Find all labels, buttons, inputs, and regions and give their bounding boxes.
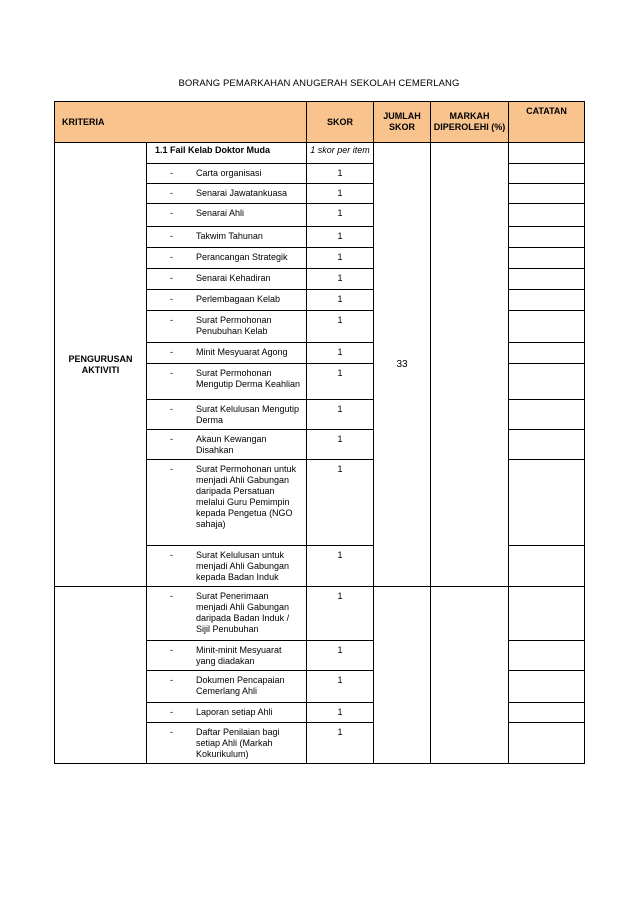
subheading-skor: 1 skor per item <box>307 143 374 164</box>
catatan-cell[interactable] <box>509 143 585 164</box>
list-bullet: - <box>170 591 173 601</box>
kriteria-cell <box>147 343 307 364</box>
kriteria-cell <box>147 546 307 587</box>
skor-cell: 1 <box>307 703 374 723</box>
skor-cell: 1 <box>307 343 374 364</box>
list-bullet: - <box>170 550 173 560</box>
page-title: BORANG PEMARKAHAN ANUGERAH SEKOLAH CEMERLANG <box>178 78 460 89</box>
kriteria-cell <box>147 671 307 703</box>
kriteria-label: Senarai Kehadiran <box>196 273 271 283</box>
list-bullet: - <box>170 434 173 444</box>
kriteria-cell <box>147 364 307 400</box>
header-jumlah-skor: JUMLAH SKOR <box>374 102 431 143</box>
list-bullet: - <box>170 675 173 685</box>
catatan-cell[interactable] <box>509 703 585 723</box>
kriteria-cell <box>147 227 307 248</box>
kriteria-cell <box>147 269 307 290</box>
kriteria-cell <box>147 641 307 671</box>
kriteria-label: Minit-minit Mesyuarat yang diadakan <box>196 645 282 666</box>
skor-cell: 1 <box>307 184 374 204</box>
section-continuation-cell <box>55 587 147 764</box>
list-bullet: - <box>170 188 173 198</box>
kriteria-label: Daftar Penilaian bagi setiap Ahli (Markah Kokurikulum) <box>196 727 280 759</box>
kriteria-label: Senarai Jawatankuasa <box>196 188 288 198</box>
kriteria-cell <box>147 460 307 546</box>
list-bullet: - <box>170 231 173 241</box>
kriteria-cell <box>147 723 307 764</box>
catatan-cell[interactable] <box>509 311 585 343</box>
skor-cell: 1 <box>307 164 374 184</box>
catatan-cell[interactable] <box>509 641 585 671</box>
catatan-cell[interactable] <box>509 290 585 311</box>
kriteria-label: Surat Permohonan Penubuhan Kelab <box>196 315 272 336</box>
catatan-cell[interactable] <box>509 671 585 703</box>
skor-cell: 1 <box>307 460 374 546</box>
markah-cell-2[interactable] <box>431 587 509 764</box>
catatan-cell[interactable] <box>509 364 585 400</box>
catatan-cell[interactable] <box>509 723 585 764</box>
list-bullet: - <box>170 252 173 262</box>
catatan-cell[interactable] <box>509 269 585 290</box>
skor-cell: 1 <box>307 546 374 587</box>
kriteria-cell <box>147 400 307 430</box>
kriteria-label: Perlembagaan Kelab <box>196 294 281 304</box>
skor-cell: 1 <box>307 641 374 671</box>
catatan-cell[interactable] <box>509 460 585 546</box>
jumlah-continuation-cell <box>374 587 431 764</box>
skor-cell: 1 <box>307 400 374 430</box>
scoring-table <box>54 101 585 764</box>
kriteria-label: Surat Permohonan Mengutip Derma Keahlian <box>196 368 301 389</box>
skor-cell: 1 <box>307 587 374 641</box>
kriteria-label: Dokumen Pencapaian Cemerlang Ahli <box>196 675 285 696</box>
kriteria-label: Perancangan Strategik <box>196 252 288 262</box>
kriteria-label: Surat Kelulusan Mengutip Derma <box>196 404 300 425</box>
catatan-cell[interactable] <box>509 227 585 248</box>
kriteria-cell <box>147 164 307 184</box>
skor-cell: 1 <box>307 227 374 248</box>
skor-cell: 1 <box>307 204 374 227</box>
kriteria-label: Surat Permohonan untuk menjadi Ahli Gabungan daripada Persatuan melalui Guru Pemimpin kepada Pengetua (NGO sahaja) <box>196 464 297 529</box>
list-bullet: - <box>170 464 173 474</box>
catatan-cell[interactable] <box>509 164 585 184</box>
kriteria-label: Surat Kelulusan untuk menjadi Ahli Gabungan kepada Badan Induk <box>196 550 290 582</box>
list-bullet: - <box>170 315 173 325</box>
skor-cell: 1 <box>307 723 374 764</box>
jumlah-skor-cell: 33 <box>374 143 431 587</box>
skor-cell: 1 <box>307 671 374 703</box>
kriteria-cell <box>147 248 307 269</box>
list-bullet: - <box>170 294 173 304</box>
list-bullet: - <box>170 273 173 283</box>
skor-cell: 1 <box>307 430 374 460</box>
list-bullet: - <box>170 645 173 655</box>
header-kriteria: KRITERIA <box>55 102 307 143</box>
kriteria-cell <box>147 184 307 204</box>
catatan-cell[interactable] <box>509 204 585 227</box>
kriteria-label: Akaun Kewangan Disahkan <box>196 434 267 455</box>
list-bullet: - <box>170 347 173 357</box>
kriteria-cell <box>147 430 307 460</box>
table-row <box>55 587 585 641</box>
kriteria-label: Carta organisasi <box>196 168 262 178</box>
catatan-cell[interactable] <box>509 343 585 364</box>
list-bullet: - <box>170 727 173 737</box>
kriteria-cell <box>147 587 307 641</box>
skor-cell: 1 <box>307 290 374 311</box>
subheading-row <box>55 143 585 164</box>
skor-cell: 1 <box>307 269 374 290</box>
catatan-cell[interactable] <box>509 248 585 269</box>
list-bullet: - <box>170 707 173 717</box>
section-name-cell: PENGURUSAN AKTIVITI <box>55 143 147 587</box>
catatan-cell[interactable] <box>509 587 585 641</box>
kriteria-cell <box>147 703 307 723</box>
list-bullet: - <box>170 368 173 378</box>
skor-cell: 1 <box>307 248 374 269</box>
subheading-label: 1.1 Fail Kelab Doktor Muda <box>155 145 271 155</box>
header-skor: SKOR <box>307 102 374 143</box>
header-catatan: CATATAN <box>509 102 585 143</box>
catatan-cell[interactable] <box>509 400 585 430</box>
header-markah-diperolehi: MARKAH DIPEROLEHI (%) <box>431 102 509 143</box>
skor-cell: 1 <box>307 311 374 343</box>
markah-cell-1[interactable] <box>431 143 509 587</box>
catatan-cell[interactable] <box>509 430 585 460</box>
list-bullet: - <box>170 404 173 414</box>
subheading-cell <box>147 143 307 164</box>
catatan-cell[interactable] <box>509 184 585 204</box>
kriteria-label: Takwim Tahunan <box>196 231 263 241</box>
kriteria-label: Minit Mesyuarat Agong <box>196 347 288 357</box>
kriteria-cell <box>147 204 307 227</box>
kriteria-label: Surat Penerimaan menjadi Ahli Gabungan daripada Badan Induk / Sijil Penubuhan <box>196 591 290 634</box>
skor-cell: 1 <box>307 364 374 400</box>
kriteria-label: Laporan setiap Ahli <box>196 707 273 717</box>
kriteria-label: Senarai Ahli <box>196 208 245 218</box>
list-bullet: - <box>170 168 173 178</box>
catatan-cell[interactable] <box>509 546 585 587</box>
list-bullet: - <box>170 208 173 218</box>
kriteria-cell <box>147 290 307 311</box>
kriteria-cell <box>147 311 307 343</box>
header-row <box>55 102 585 143</box>
